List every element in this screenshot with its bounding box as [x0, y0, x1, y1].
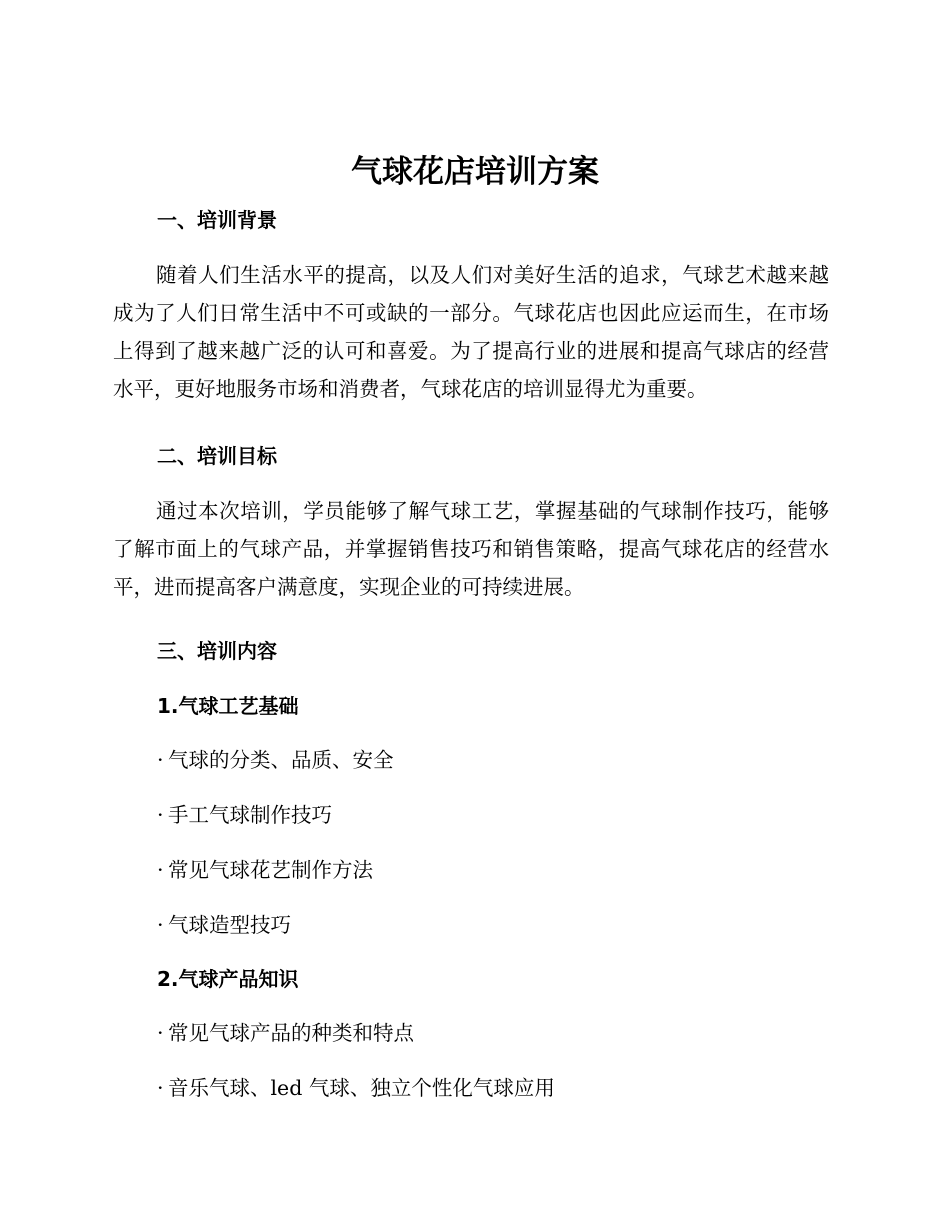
list-item — [157, 855, 373, 885]
paragraph-background: 随着人们生活水平的提高，以及人们对美好生活的追求，气球艺术越来越成为了人们日常生活中不可或缺的一部分。气球花店也因此应运而生，在市场上得到了越来越广泛的认可和喜爱。为了提高行业的进展和提高气球店的经营水平，更好地服务市场和消费者，气球花店的培训显得尤为重要。 — [113, 263, 829, 401]
list-item-text: 气球造型技巧 — [168, 913, 291, 937]
list-item — [157, 800, 332, 830]
document-title: 气球花店培训方案 — [351, 154, 599, 190]
section-heading-goal: 二、培训目标 — [157, 444, 277, 468]
list-item-text: 手工气球制作技巧 — [168, 803, 332, 827]
list-item-text: 常见气球产品的种类和特点 — [168, 1021, 414, 1045]
list-item-text: 音乐气球、led 气球、独立个性化气球应用 — [168, 1076, 555, 1100]
bullet-dot: · — [157, 1076, 164, 1100]
bullet-dot: · — [157, 913, 164, 937]
bullet-dot: · — [157, 748, 164, 772]
list-item — [157, 910, 291, 940]
section-heading-content: 三、培训内容 — [157, 639, 277, 663]
list-item-text: 气球的分类、品质、安全 — [168, 748, 394, 772]
bullet-dot: · — [157, 803, 164, 827]
section-heading-background: 一、培训背景 — [157, 208, 277, 232]
bullet-dot: · — [157, 858, 164, 882]
list-item — [157, 1018, 414, 1048]
list-item — [157, 1073, 555, 1103]
paragraph-goal: 通过本次培训，学员能够了解气球工艺，掌握基础的气球制作技巧，能够了解市面上的气球产品，并掌握销售技巧和销售策略，提高气球花店的经营水平，进而提高客户满意度，实现企业的可持续进展。 — [113, 499, 829, 599]
list-item — [157, 745, 394, 775]
subsection-heading-products: 2.气球产品知识 — [157, 967, 299, 991]
subsection-heading-craft: 1.气球工艺基础 — [157, 694, 299, 718]
list-item-text: 常见气球花艺制作方法 — [168, 858, 373, 882]
bullet-dot: · — [157, 1021, 164, 1045]
